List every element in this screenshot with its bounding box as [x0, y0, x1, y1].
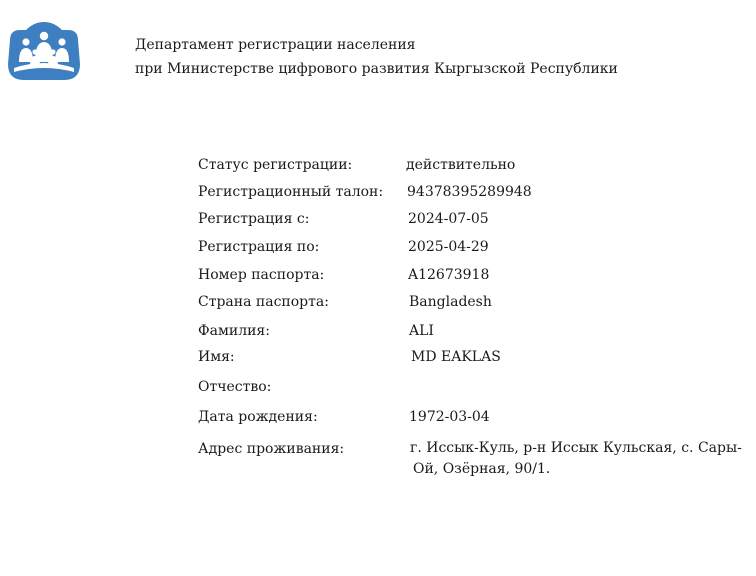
ticket-value: 94378395289948 — [407, 184, 532, 200]
header-line-1: Департамент регистрации населения — [135, 37, 416, 53]
ticket-label: Регистрационный талон: — [198, 184, 384, 200]
surname-value: ALI — [409, 323, 434, 339]
name-value: MD EAKLAS — [411, 349, 501, 365]
birth-date-label: Дата рождения: — [198, 409, 318, 425]
patronymic-label: Отчество: — [198, 379, 272, 395]
header-line-2: при Министерстве цифрового развития Кыргызской Республики — [135, 61, 618, 77]
passport-country-value: Bangladesh — [409, 294, 492, 310]
birth-date-value: 1972-03-04 — [409, 409, 490, 425]
status-label: Статус регистрации: — [198, 157, 353, 173]
reg-from-label: Регистрация с: — [198, 211, 310, 227]
passport-number-label: Номер паспорта: — [198, 267, 325, 283]
surname-label: Фамилия: — [198, 323, 270, 339]
address-label: Адрес проживания: — [198, 441, 345, 457]
name-label: Имя: — [198, 349, 235, 365]
passport-number-value: A12673918 — [408, 267, 490, 283]
organization-header — [135, 33, 618, 81]
people-family-logo — [4, 22, 84, 80]
status-value: действительно — [406, 157, 516, 173]
reg-to-value: 2025-04-29 — [408, 239, 489, 255]
address-value — [410, 438, 750, 480]
reg-from-value: 2024-07-05 — [408, 211, 489, 227]
reg-to-label: Регистрация по: — [198, 239, 320, 255]
address-value-line-2: Ой, Озёрная, 90/1. — [413, 461, 551, 477]
address-value-line-1: г. Иссык-Куль, р-н Иссык Кульская, с. Сары- — [410, 440, 742, 456]
passport-country-label: Страна паспорта: — [198, 294, 329, 310]
